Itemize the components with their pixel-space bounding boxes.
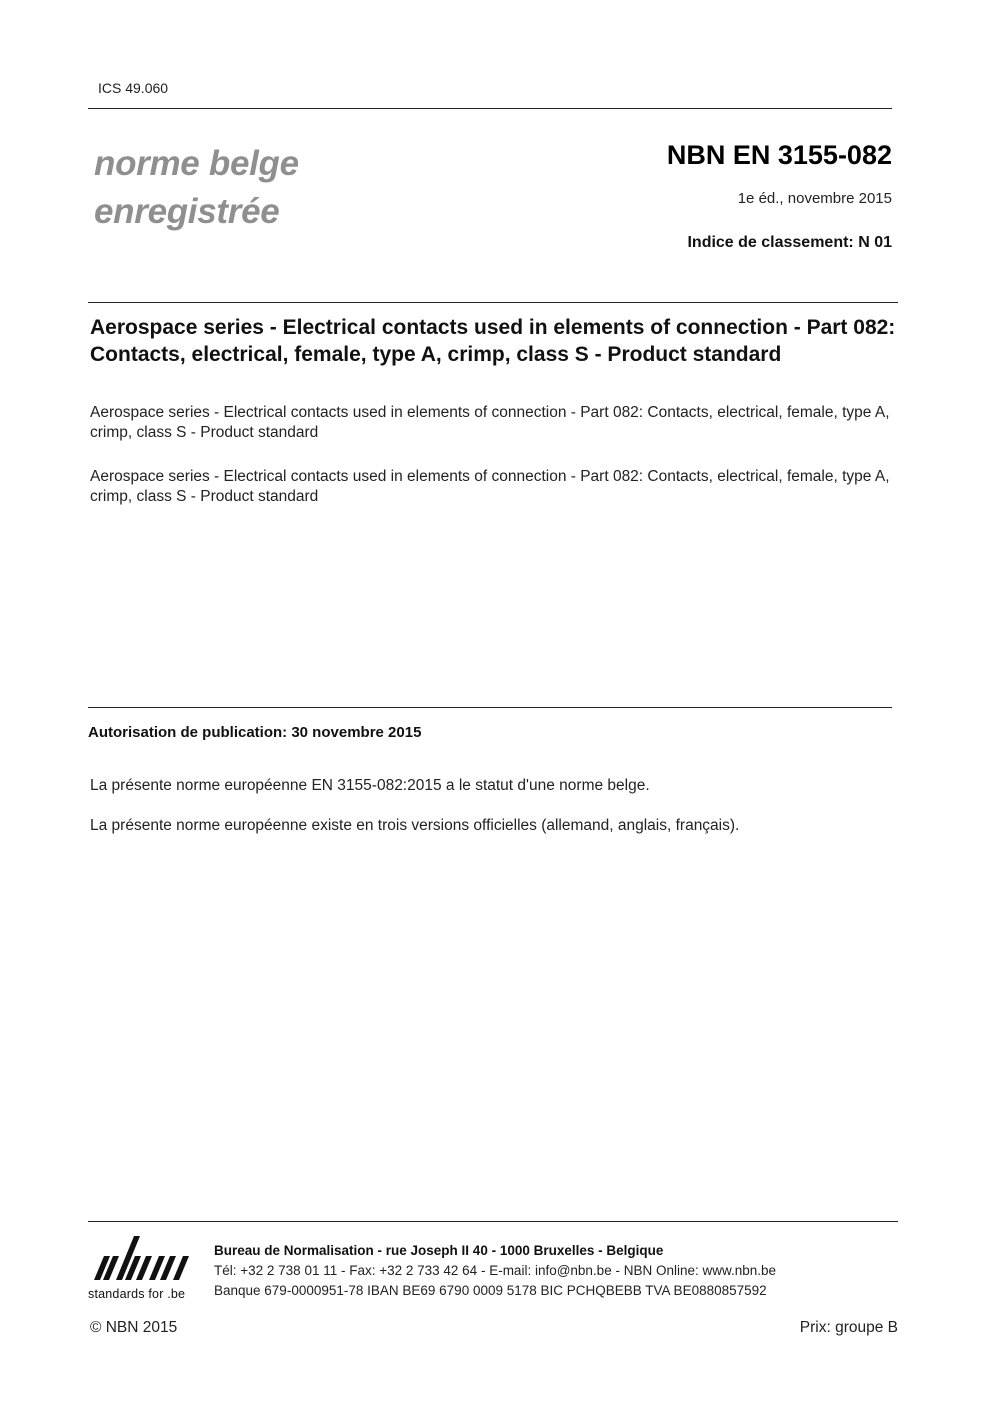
versions-statement: La présente norme européenne existe en trois versions officielles (allemand, anglais, français). <box>90 817 740 834</box>
brand-line-2: enregistrée <box>94 192 280 231</box>
document-title-alt-1: Aerospace series - Electrical contacts used in elements of connection - Part 082: Contacts, electrical, female, type A, crimp, class S - Product standard <box>90 404 890 441</box>
footer-address: Bureau de Normalisation - rue Joseph II 40 - 1000 Bruxelles - Belgique <box>214 1243 664 1258</box>
top-divider <box>88 108 892 109</box>
price-group: Prix: groupe B <box>799 1319 898 1336</box>
document-title-alt-2: Aerospace series - Electrical contacts used in elements of connection - Part 082: Contacts, electrical, female, type A, crimp, class S - Product standard <box>90 468 890 505</box>
document-title: Aerospace series - Electrical contacts used in elements of connection - Part 082: Contacts, electrical, female, type A, crimp, class S - Product standard <box>90 316 896 366</box>
footer-bank: Banque 679-0000951-78 IBAN BE69 6790 0009 5178 BIC PCHQBEBB TVA BE0880857592 <box>214 1283 767 1298</box>
title-divider <box>88 302 898 303</box>
status-statement: La présente norme européenne EN 3155-082:2015 a le statut d'une norme belge. <box>90 777 650 794</box>
footer-divider <box>88 1221 898 1222</box>
footer-contact-block <box>214 1241 776 1301</box>
footer-contact: Tél: +32 2 738 01 11 - Fax: +32 2 733 42 64 - E-mail: info@nbn.be - NBN Online: www.nbn.be <box>214 1263 777 1278</box>
classification-index: Indice de classement: N 01 <box>687 234 892 251</box>
ics-code: ICS 49.060 <box>98 80 169 96</box>
publication-divider <box>88 707 892 708</box>
edition-date: 1e éd., novembre 2015 <box>737 190 892 207</box>
logo-tagline: standards for .be <box>88 1287 186 1301</box>
brand-title <box>94 140 299 236</box>
brand-line-1: norme belge <box>94 144 299 183</box>
standard-reference: NBN EN 3155-082 <box>666 140 892 170</box>
copyright: © NBN 2015 <box>90 1319 178 1336</box>
publication-authorisation: Autorisation de publication: 30 novembre 2015 <box>88 724 422 741</box>
